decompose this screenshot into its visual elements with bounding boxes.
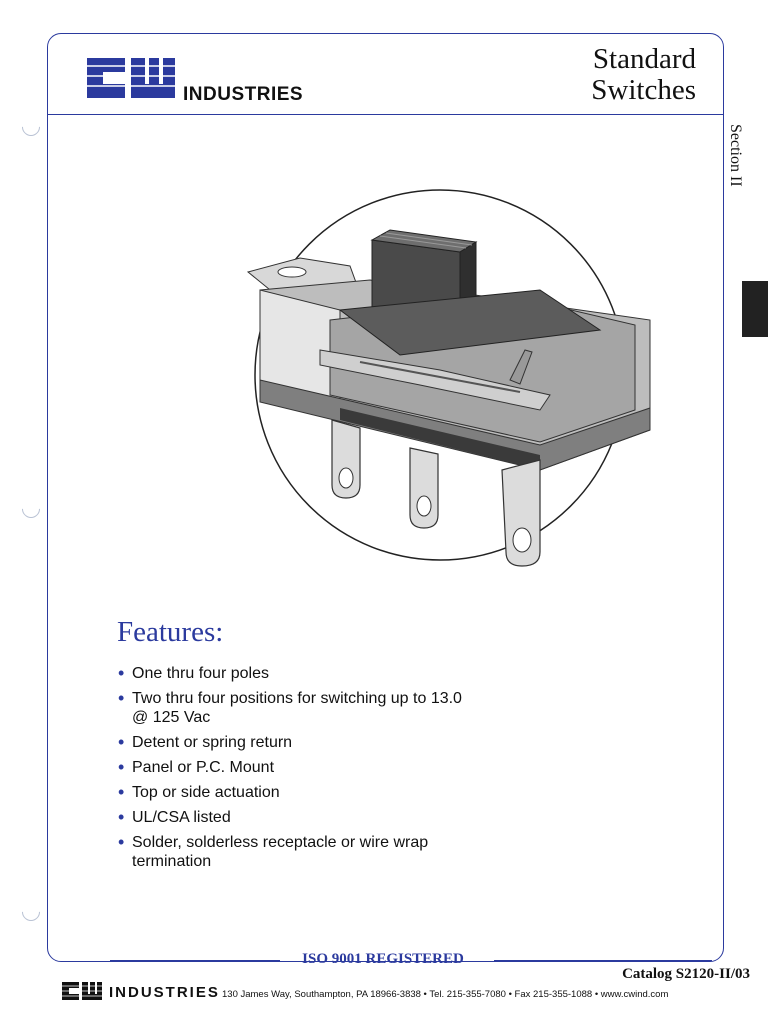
catalog-number: Catalog S2120-II/03 (622, 966, 750, 982)
features-list (118, 664, 478, 877)
feature-item: • Two thru four positions for switching up to 13.0 @ 125 Vac (118, 689, 478, 727)
features-heading: Features: (117, 616, 224, 648)
feature-item: • One thru four poles (118, 664, 478, 683)
punch-hole-bottom (18, 899, 43, 924)
feature-item: • UL/CSA listed (118, 808, 478, 827)
iso-rule-right (494, 960, 712, 961)
iso-registration: ISO 9001 REGISTERED (302, 951, 464, 967)
page-title-line-2: Switches (591, 74, 696, 106)
footer-address: 130 James Way, Southampton, PA 18966-3838 • Tel. 215-355-7080 • Fax 215-355-1088 • www.cwind.com (222, 989, 669, 1000)
feature-item: • Top or side actuation (118, 783, 478, 802)
punch-hole-top (18, 114, 43, 139)
header-divider (47, 114, 724, 115)
page-title (591, 44, 696, 106)
section-thumb-tab (742, 281, 768, 337)
iso-rule-left (110, 960, 280, 961)
feature-item: • Solder, solderless receptacle or wire wrap termination (118, 833, 478, 871)
feature-item: • Detent or spring return (118, 733, 478, 752)
slide-switch-illustration (240, 180, 660, 570)
cw-logo (83, 52, 178, 104)
brand-wordmark: INDUSTRIES (183, 84, 304, 105)
footer-cw-logo (60, 980, 104, 1002)
punch-hole-middle (18, 496, 43, 521)
section-tab-label: Section II (727, 124, 744, 187)
footer-brand-wordmark: INDUSTRIES (109, 984, 220, 1001)
feature-item: • Panel or P.C. Mount (118, 758, 478, 777)
page-title-line-1: Standard (592, 43, 696, 75)
